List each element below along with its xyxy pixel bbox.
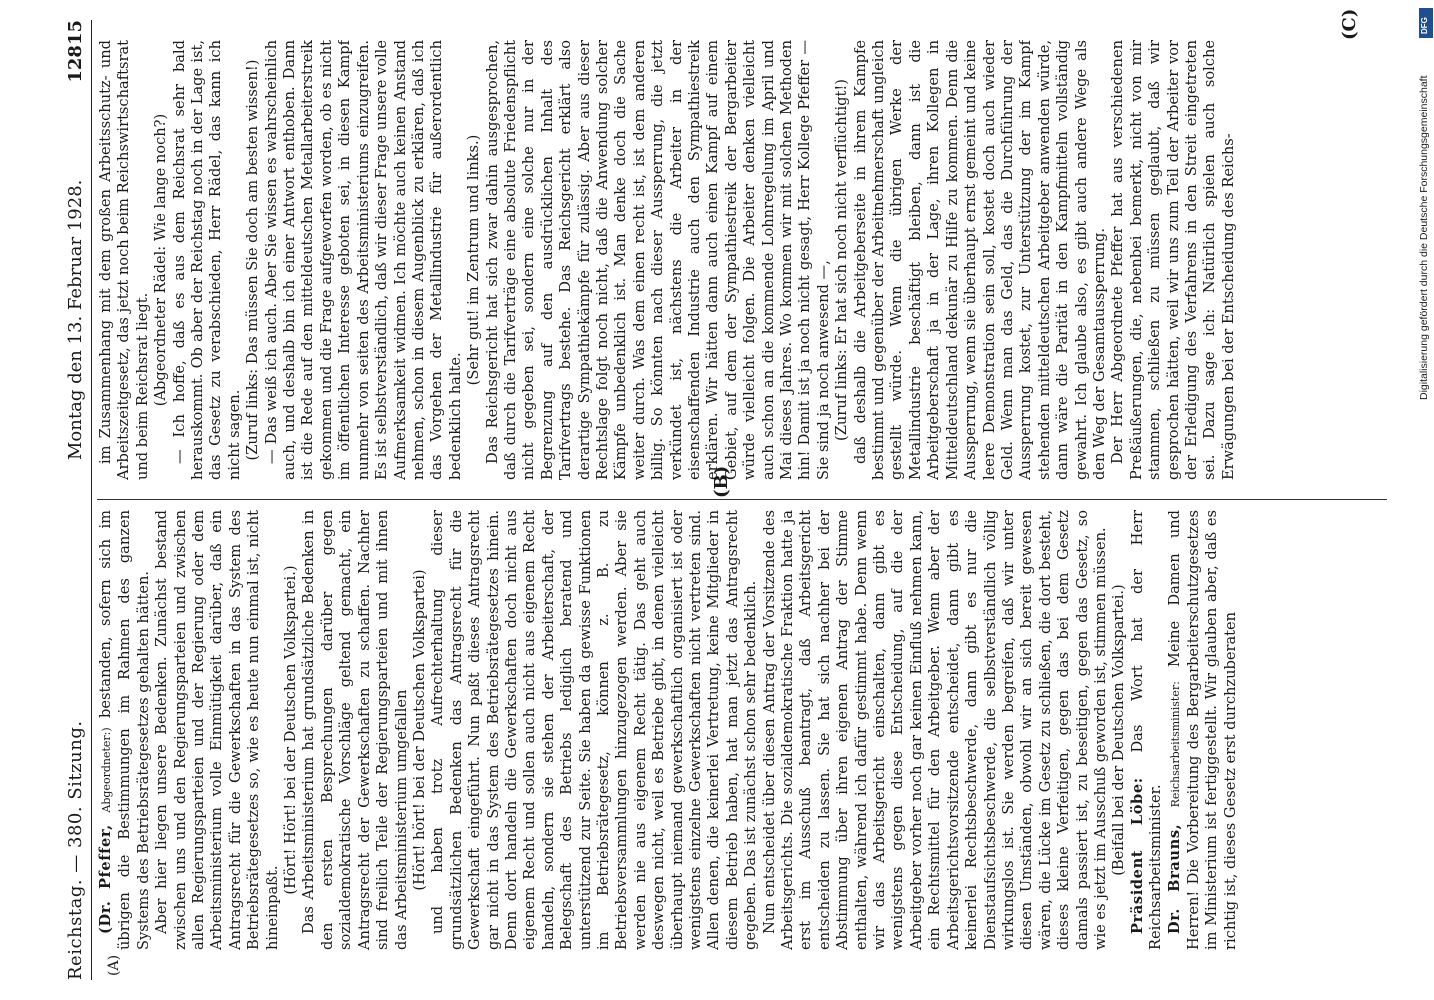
paragraph-text: — Ich hoffe, daß es aus dem Reichsrat sehr bald herauskommt. Ob aber der Reichstag noch in der Lage ist, das Gesetz zu verabschieden, Herr Rädel, das kann ich nicht sagen. bbox=[170, 40, 243, 480]
paragraph-text: und haben trotz Aufrechterhaltung dieser grundsätzlichen Bedenken das Antragsrecht für die Gewerkschaft eingeführt. Nun paßt dieses Antragsrecht gar nicht in das System des Betriebsrätegesetzes hinein. Denn dort handeln die Gewerkschaften doch nicht aus eigenem Recht und sollen auch nicht aus eigenem Recht handeln, sondern sie stehen der Arbeiterschaft, der Belegschaft des Betriebs lediglich beratend und unterstützend zur Seite. Sie haben da gewisse Funktionen im Betriebsrätegesetz, können z. B. zu Betriebsversammlungen hinzugezogen werden. Aber sie werden nie aus eigenem Recht tätig. Das geht auch deswegen nicht, weil es Betriebe gibt, in denen vielleicht überhaupt niemand gewerkschaftlich organisiert ist oder wenigstens einzelne Gewerkschaften nicht vertreten sind. Allen denen, die keinerlei Vertretung, keine Mitglieder in diesem Betrieb haben, hat man jetzt das Antragsrecht gegeben. Das ist zunächst schon sehr bedenklich. bbox=[429, 510, 760, 950]
paragraph bbox=[761, 510, 1111, 950]
dfg-logo: DFG bbox=[1419, 8, 1433, 38]
paragraph-text: Das Wort hat der Herr Reichsarbeitsminister. bbox=[1128, 510, 1165, 950]
interjection: (Zuruf links: Er hat sich noch nicht verflüchtigt!) bbox=[833, 79, 851, 441]
paragraph bbox=[852, 40, 1110, 480]
paragraph bbox=[300, 510, 410, 950]
interjection: (Sehr gut! im Zentrum und links.) bbox=[465, 134, 483, 386]
speaker-role: Abgeordneter:) bbox=[100, 717, 113, 813]
speaker-name: (Dr. Pfeffer, bbox=[97, 812, 114, 934]
paragraph bbox=[1166, 510, 1241, 950]
paragraph-text: — Das weiß ich auch. Aber Sie wissen es wahrscheinlich auch, und deshalb bin ich einer Antwort enthoben. Dann ist die Rede auf den mitteldeutschen Metallarbeiterstreik gekommen und die Frage aufgeworfen worden, ob es nicht im öffentlichen Interesse geboten sei, in diesen Kampf nunmehr von seiten des Arbeitsministeriums einzugreifen. Es ist selbstverständlich, daß wir dieser Frage unsere volle Aufmerksamkeit widmen. Ich möchte auch keinen Anstand nehmen, schon in diesem Augenblick zu erklären, daß ich das Vorgehen der Metallindustrie für außerordentlich bedenklich halte. bbox=[262, 40, 464, 480]
interjection: (Beifall bei der Deutschen Volkspartei.) bbox=[1110, 584, 1128, 876]
interjection: (Hört! Hört! bei der Deutschen Volkspartei.) bbox=[282, 565, 300, 895]
header-date: Montag den 13. Februar 1928. bbox=[65, 179, 86, 460]
header-title: Reichstag. — 380. Sitzung. bbox=[65, 720, 86, 980]
paragraph-text: Aber hier liegen unsere Bedenken. Zunächst bestand zwischen uns und den Regierungsparteien und zwischen allen Regierungsparteien und der Regierung oder dem Arbeitsministerium volle Einmütigkeit darüber, daß ein Antragsrecht für die Gewerkschaften in das System des Betriebsrätegesetzes so, wie es heute nun einmal ist, nicht hineinpaßt. bbox=[153, 510, 281, 950]
interjection: (Abgeordneter Rädel: Wie lange noch?) bbox=[152, 113, 170, 407]
paragraph-text: Das Arbeitsministerium hat grundsätzliche Bedenken in den ersten Besprechungen darüber gegen sozialdemokratische Vorschläge geltend gemacht, ein Antragsrecht der Gewerkschaften zu schaffen. Nachher sind freilich Teile der Regierungsparteien und mit ihnen das Arbeitsministerium umgefallen bbox=[300, 510, 410, 950]
header-rule bbox=[91, 20, 92, 980]
interjection: (Zuruf links: Das müssen Sie doch am besten wissen!) bbox=[244, 59, 262, 461]
paragraph bbox=[153, 510, 282, 950]
paragraph bbox=[97, 40, 152, 480]
paragraph bbox=[1129, 510, 1166, 950]
paragraph bbox=[484, 40, 834, 480]
paragraph-text: daß deshalb die Arbeitgeberseite in ihrem Kampfe bestimmt und gegenüber der Arbeitnehmerschaft ungleich gestellt würde. Wenn die übrigen Werke der Metallindustrie beschäftigt bleiben, dann ist die Arbeitgeberschaft ja in der Lage, ihren Kollegen in Mitteldeutschland dekunär zu Hilfe zu kommen. Denn die Aussperrung, wenn sie überhaupt ernst gemeint und keine leere Demonstration sein soll, kostet doch auch wieder Geld. Wenn man das Geld, das die Durchführung der Aussperrung kostet, zur Unterstützung der im Kampf stehenden mitteldeutschen Arbeitgeber anwenden würde, dann wäre die Parität in den Kampfmitteln vollständig gewahrt. Ich glaube also, es gibt auch andere Wege als den Weg der Gesamtaussperrung. bbox=[851, 40, 1108, 480]
left-column bbox=[97, 510, 1387, 950]
paragraph-text: im Zusammenhang mit dem großen Arbeitsschutz- und Arbeitszeitgesetz, das jetzt noch beim Reichswirtschaftsrat und beim Reichsrat liegt. bbox=[97, 40, 151, 480]
digitization-credit: Digitalisierung gefördert durch die Deutsche Forschungsgemeinschaft bbox=[1418, 75, 1430, 400]
paragraph-text: bestanden, sofern sich im übrigen die Bestimmungen im Rahmen des ganzen Systems des Betriebsrätegesetzes gehalten hätten. bbox=[97, 510, 152, 950]
newspaper-page bbox=[65, 8, 1395, 980]
margin-mark-b: (B) bbox=[711, 465, 732, 498]
right-column bbox=[97, 40, 1387, 480]
paragraph-text: Meine Damen und Herren! Die Vorbereitung des Bergarbeiterschutzgesetzes im Ministerium ist fertiggestellt. Wir glauben aber, daß es richtig ist, dieses Gesetz erst durchzuberaten bbox=[1165, 510, 1239, 950]
page-header bbox=[65, 20, 91, 980]
paragraph bbox=[171, 40, 245, 480]
page-number: 12815 bbox=[65, 20, 86, 83]
paragraph bbox=[429, 510, 760, 950]
speaker-role: Reichsarbeitsminister: bbox=[1168, 667, 1182, 808]
paragraph-text: Das Reichsgericht hat sich zwar dahin ausgesprochen, daß durch die Tarifverträge eine absolute Friedenspflicht nicht gegeben sei, sondern eine solche nur in der Begrenzung auf den ausdrücklichen Inhalt des Tarifvertrags bestehe. Das Reichsgericht erklärt also derartige Sympathiekämpfe für zulässig. Aber aus dieser Rechtslage folgt noch nicht, daß die Anwendung solcher Kämpfe unbedenklich ist. Man denke doch die Sache weiter durch. Was dem einen recht ist, ist dem anderen billig. So könnten nach dieser Aussperrung, die jetzt verkündet ist, nächstens die Arbeiter in der eisenschaffenden Industrie auch den Sympathiestreik erklären. Wir hätten dann auch einen Kampf auf einem Gebiet, auf dem der Sympathiestreik der Bergarbeiter würde vielleicht folgen. Die Arbeiter denken vielleicht auch schon an die kommende Lohnregelung im April und Mai dieses Jahres. Wo kommen wir mit solchen Methoden hin! Damit ist ja noch nicht gesagt, Herr Kollege Pfeffer — Sie sind ja noch anwesend —, bbox=[483, 40, 832, 480]
paragraph bbox=[97, 510, 153, 950]
paragraph bbox=[263, 40, 465, 480]
margin-mark-a: (A) bbox=[106, 954, 122, 976]
margin-mark-c: (C) bbox=[1339, 8, 1360, 40]
interjection: (Hört! hört! bei der Deutschen Volkspartei) bbox=[410, 569, 428, 891]
paragraph bbox=[1109, 40, 1238, 480]
speaker-name: Präsident Löbe: bbox=[1128, 752, 1146, 934]
paragraph-text: Nun entscheidet über diesen Antrag der Vorsitzende des Arbeitsgerichts. Die sozialdemokratische Fraktion hatte ja erst im Ausschuß beantragt, daß Arbeitsgericht entscheiden zu lassen. Sie hat sich nachher bei der Abstimmung über ihren eigenen Antrag der Stimme enthalten, während ich dafür gestimmt habe. Denn wenn wir das Arbeitsgericht einschalten, dann gibt es wenigstens gegen diese Entscheidung, auf die der Arbeitgeber vorher noch gar keinen Einfluß nehmen kann, ein Rechtsmittel für den Arbeitgeber. Wenn aber der Arbeitsgerichtsvorsitzende entscheidet, dann gibt es keinerlei Rechtsbeschwerde, dann gibt es nur die Dienstaufsichtsbeschwerde, die selbstverständlich völlig wirkungslos ist. Sie werden begreifen, daß wir unter diesen Umständen, obwohl wir an sich bereit gewesen wären, die Lücke im Gesetz zu schließen, die dort besteht, dieses kleine Verfeitigen, gegen das bei dem Gesetz damals passiert ist, zu beseitigen, gegen das Gesetz, so wie es jetzt im Ausschuß geworden ist, stimmen müssen. bbox=[760, 510, 1109, 950]
column-divider bbox=[97, 499, 1387, 500]
paragraph-text: Der Herr Abgeordnete Pfeffer hat aus verschiedenen Preßäußerungen, die, nebenbei bemerkt, nicht von mir stammen, schließen zu müssen geglaubt, daß wir gesprochen hätten, weil wir uns zum Teil der Arbeiter vor der Erledigung des Verfahrens in den Streit eingetreten sei. Dazu sage ich: Natürlich spielen auch solche Erwägungen bei der Entscheidung des Reichs- bbox=[1109, 40, 1237, 480]
speaker-name: Dr. Brauns, bbox=[1165, 807, 1183, 934]
